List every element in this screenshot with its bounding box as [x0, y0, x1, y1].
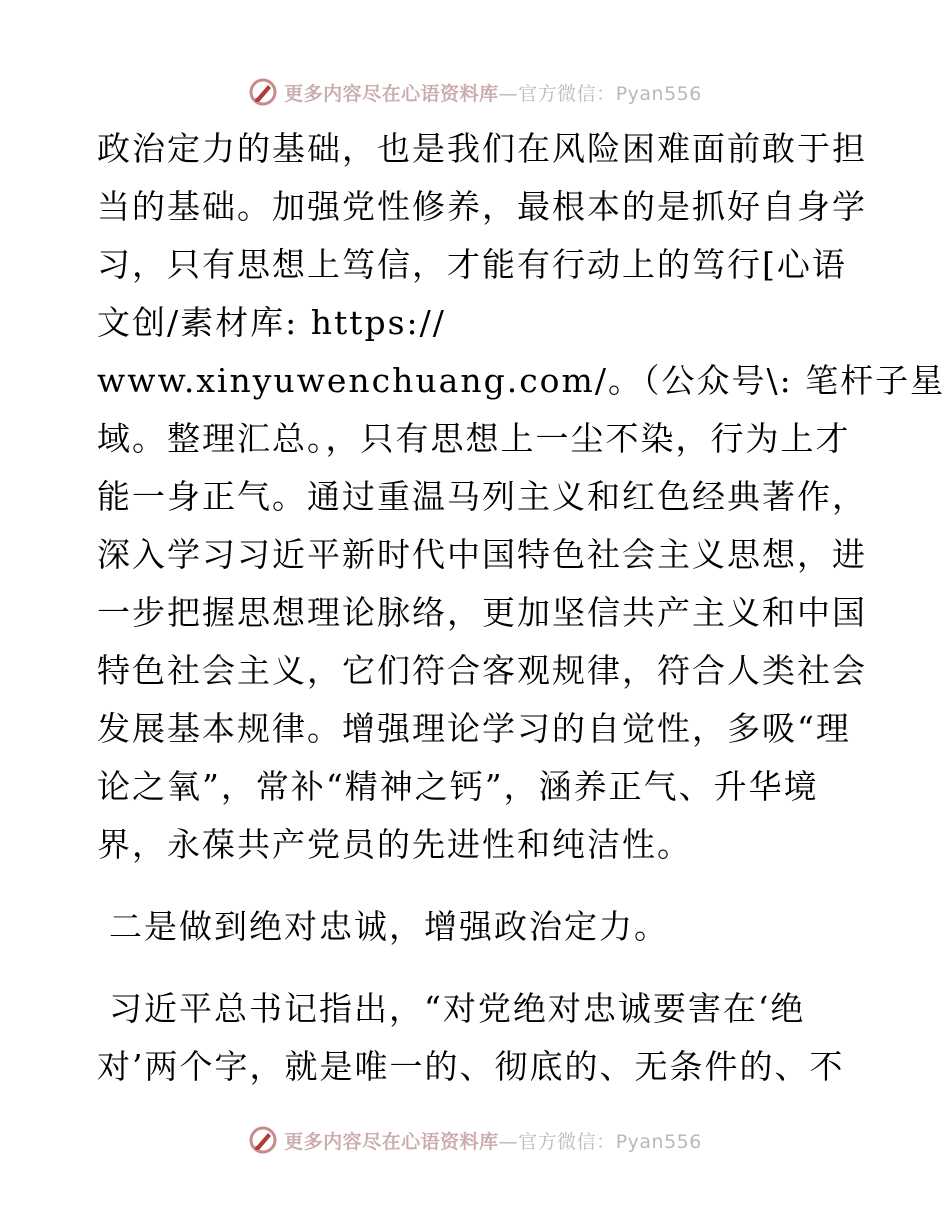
- text-line: 能一身正气。通过重温马列主义和红色经典著作，: [97, 477, 867, 516]
- text-line: 深入学习习近平新时代中国特色社会主义思想，进: [97, 535, 867, 574]
- pen-logo-icon: [248, 1125, 278, 1155]
- text-line: 一步把握思想理论脉络，更加坚信共产主义和中国: [97, 593, 867, 632]
- text-line: 特色社会主义，它们符合客观规律，符合人类社会: [97, 651, 867, 690]
- text-line: 政治定力的基础，也是我们在风险困难面前敢于担: [97, 129, 867, 168]
- text-line: 当的基础。加强党性修养，最根本的是抓好自身学: [97, 187, 867, 226]
- text-line: 对’两个字，就是唯一的、彻底的、无条件的、不: [97, 1047, 845, 1086]
- text-line: 域。整理汇总。，只有思想上一尘不染，行为上才: [97, 419, 851, 458]
- watermark-brand: [248, 77, 702, 107]
- document-body: [97, 120, 946, 1096]
- watermark-brand: [248, 1125, 702, 1155]
- watermark-text: 更多内容尽在心语资料库—官方微信：Pyan556: [284, 82, 702, 105]
- text-line: 论之氧”，常补“精神之钙”，涵养正气、升华境: [97, 767, 819, 806]
- header-watermark: [0, 72, 950, 112]
- paragraph-3: [97, 980, 857, 1096]
- section-heading: 二是做到绝对忠诚，增强政治定力。: [109, 907, 669, 946]
- text-line: 界，永葆共产党员的先进性和纯洁性。: [97, 825, 692, 864]
- text-line: 发展基本规律。增强理论学习的自觉性，多吸“理: [97, 709, 851, 748]
- pen-logo-icon: [248, 77, 278, 107]
- footer-watermark: [0, 1120, 950, 1160]
- text-line: 文创/素材库: https://: [97, 303, 446, 342]
- watermark-text: 更多内容尽在心语资料库—官方微信：Pyan556: [284, 1130, 702, 1153]
- text-line: 习近平总书记指出，“对党绝对忠诚要害在‘绝: [109, 989, 806, 1028]
- paragraph-1: [97, 120, 946, 874]
- text-line: 习，只有思想上笃信，才能有行动上的笃行[心语: [97, 245, 847, 284]
- text-line: www.xinyuwenchuang.com/。（公众号\: 笔杆子星: [97, 361, 946, 400]
